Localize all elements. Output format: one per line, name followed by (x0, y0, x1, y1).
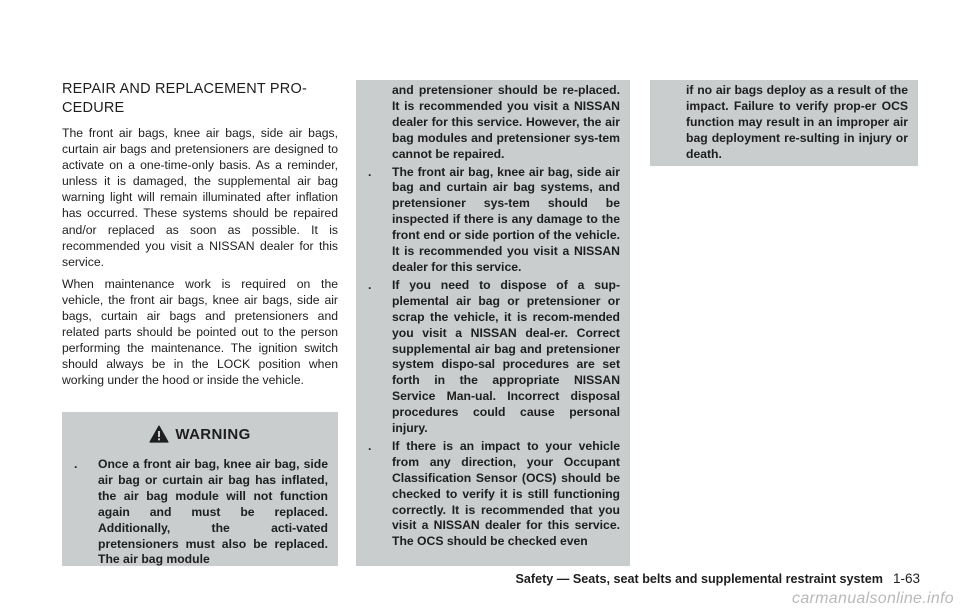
warning-bullet-4-continued: if no air bags deploy as a result of the impact. Failure to verify prop-er OCS function may result in an improper air bag deployment re-sulting in injury or death. (686, 83, 908, 161)
warning-bullet-3 (356, 278, 630, 437)
section-heading: REPAIR AND REPLACEMENT PRO-CEDURE (62, 81, 307, 116)
warning-header (62, 421, 338, 447)
warning-bullet-2-text: The front air bag, knee air bag, side air bag and curtain air bag systems, and pretensioner sys-tem should be inspected if there is any damage to the front end or side portion of the vehicle. It is recommended you visit a NISSAN dealer for this service. (392, 164, 620, 274)
column-left (62, 80, 338, 395)
paragraph-2: When maintenance work is required on the vehicle, the front air bags, knee air bags, side air bags, curtain air bags and pretensioners and related parts should be pointed out to the person performing the maintenance. The ignition switch should always be in the LOCK position when working under the hood or inside the vehicle. (62, 276, 338, 388)
bullet-glyph: . (74, 457, 78, 471)
warning-box (62, 412, 338, 566)
footer-title: Safety — Seats, seat belts and supplemental restraint system (515, 572, 883, 586)
paragraph-1: The front air bags, knee air bags, side air bags, curtain air bags and pretensioners are designed to activate on a one-time-only basis. As a reminder, unless it is damaged, the supplemental air bag warning light will remain illuminated after inflation has occurred. These systems should be repaired and/or replaced as soon as possible. It is recommended you visit a NISSAN dealer for this service. (62, 126, 338, 269)
warning-bullet-4-text: If there is an impact to your vehicle from any direction, your Occupant Classification Sensor (OCS) should be checked to verify it is still functioning correctly. It is recommended that you visit a NISSAN dealer for this service. The OCS should be checked even (392, 438, 620, 549)
warning-list-continued (356, 165, 630, 551)
watermark: carmanualsonline.info (792, 590, 954, 607)
warning-triangle-icon (149, 425, 169, 443)
warning-bullet-2 (356, 165, 630, 276)
page-footer (480, 571, 920, 586)
warning-title: WARNING (175, 425, 251, 443)
warning-bullet-1-text: Once a front air bag, knee air bag, side air bag or curtain air bag has inflated, the air bag module will not function again and must be replaced. Additionally, the acti-vated pretensioners must also be replaced. The air bag module (98, 457, 328, 567)
warning-box-continued (356, 80, 630, 566)
warning-bullet-1 (62, 457, 338, 568)
warning-list (62, 457, 338, 568)
bullet-glyph: . (368, 438, 372, 453)
bullet-glyph: . (368, 277, 372, 292)
warning-bullet-3-text: If you need to dispose of a sup-plemental air bag or pretensioner or scrap the vehicle, it is recom-mended you visit a NISSAN deal-er. Correct supplemental air bag and pretensioner system dispo-sal procedures are set forth in the appropriate NISSAN Service Man-ual. Incorrect disposal procedures could cause personal injury. (392, 277, 620, 436)
warning-bullet-4 (356, 439, 630, 550)
warning-bullet-1-continued: and pretensioner should be re-placed. It is recommended you visit a NISSAN dealer for this service. However, the air bag modules and pretensioner sys-tem cannot be repaired. (392, 83, 620, 161)
bullet-glyph: . (368, 164, 372, 179)
page-number: 1-63 (892, 571, 920, 586)
warning-box-continued-2 (650, 80, 918, 166)
